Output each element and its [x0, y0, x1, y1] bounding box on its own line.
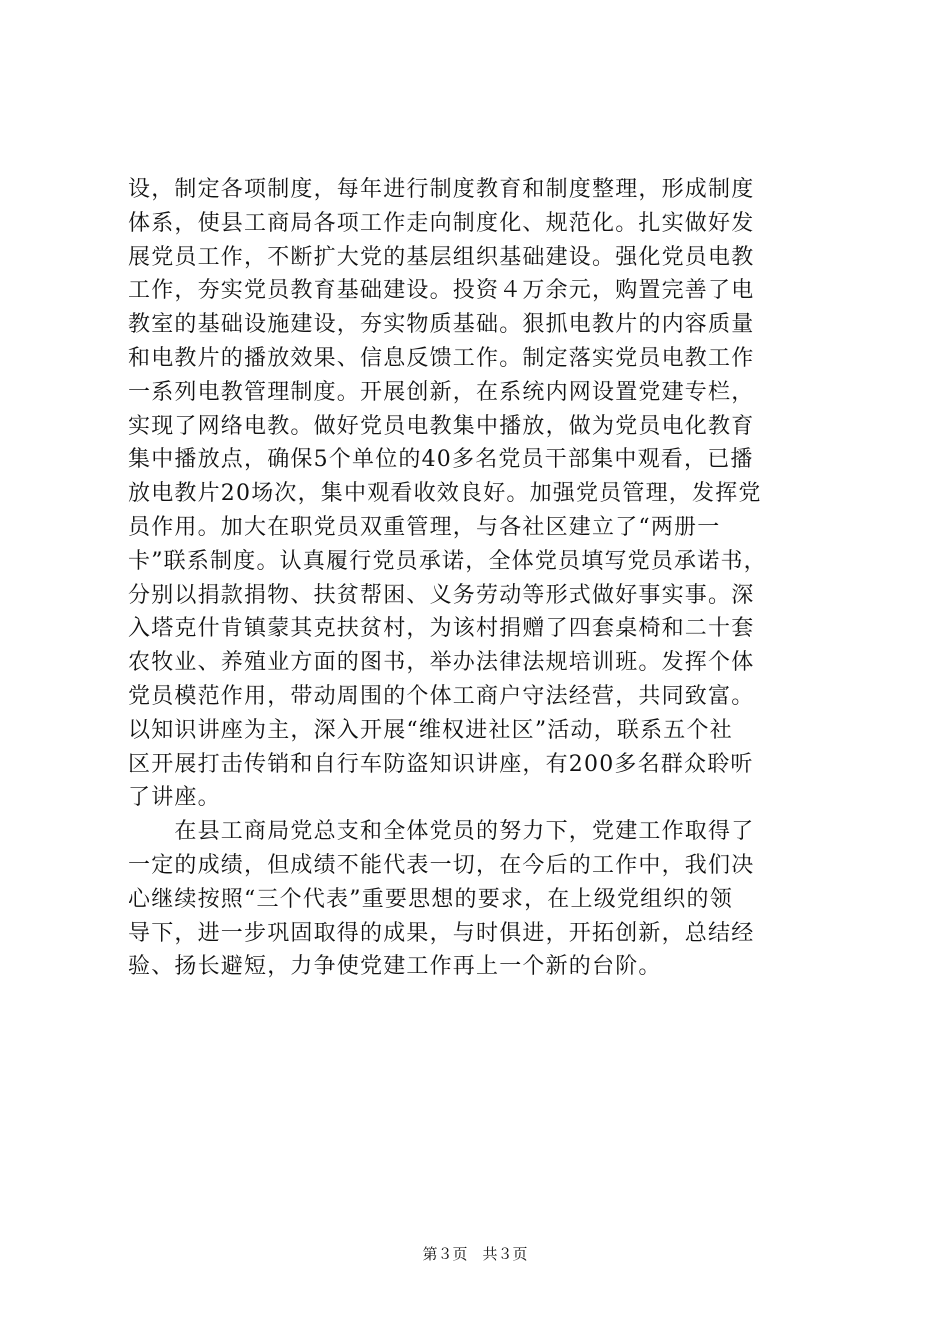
paragraph-2	[128, 815, 818, 984]
text-line: 农牧业、养殖业方面的图书，举办法律法规培训班。发挥个体	[128, 650, 755, 676]
document-body	[128, 173, 818, 984]
text-line: 了讲座。	[128, 785, 221, 811]
text-line: 区开展打击传销和自行车防盗知识讲座，有200多名群众聆听	[128, 751, 754, 777]
text-line: 教室的基础设施建设，夯实物质基础。狠抓电教片的内容质量	[128, 312, 755, 338]
text-line: 一系列电教管理制度。开展创新，在系统内网设置党建专栏，	[128, 379, 755, 405]
text-line: 心继续按照“三个代表”重要思想的要求，在上级党组织的领	[128, 886, 733, 912]
text-line: 导下，进一步巩固取得的成果，与时俱进，开拓创新，总结经	[128, 920, 755, 946]
text-line: 实现了网络电教。做好党员电教集中播放，做为党员电化教育	[128, 413, 755, 439]
text-line: 和电教片的播放效果、信息反馈工作。制定落实党员电教工作	[128, 345, 755, 371]
text-line: 体系，使县工商局各项工作走向制度化、规范化。扎实做好发	[128, 210, 755, 236]
text-line: 验、扬长避短，力争使党建工作再上一个新的台阶。	[128, 954, 662, 980]
text-line: 党员模范作用，带动周围的个体工商户守法经营，共同致富。	[128, 683, 755, 709]
text-line: 放电教片20场次，集中观看收效良好。加强党员管理，发挥党	[128, 481, 762, 507]
text-line: 设，制定各项制度，每年进行制度教育和制度整理，形成制度	[128, 177, 755, 202]
text-line: 以知识讲座为主，深入开展“维权进社区”活动，联系五个社	[128, 717, 733, 743]
paragraph-1	[128, 173, 818, 815]
text-line: 在县工商局党总支和全体党员的努力下，党建工作取得了	[128, 819, 755, 845]
text-line: 工作，夯实党员教育基础建设。投资４万余元，购置完善了电	[128, 278, 755, 304]
page-number: 第３页 共３页	[422, 1245, 528, 1263]
text-line: 分别以捐款捐物、扶贫帮困、义务劳动等形式做好事实事。深	[128, 582, 755, 608]
text-line: 卡”联系制度。认真履行党员承诺，全体党员填写党员承诺书，	[128, 548, 767, 574]
text-line: 集中播放点，确保5个单位的40多名党员干部集中观看，已播	[128, 447, 754, 473]
text-line: 展党员工作，不断扩大党的基层组织基础建设。强化党员电教	[128, 244, 755, 270]
text-line: 一定的成绩，但成绩不能代表一切，在今后的工作中，我们决	[128, 852, 755, 878]
text-line: 入塔克什肯镇蒙其克扶贫村，为该村捐赠了四套桌椅和二十套	[128, 616, 755, 642]
page-footer	[0, 1244, 950, 1264]
text-line: 员作用。加大在职党员双重管理，与各社区建立了“两册一	[128, 514, 721, 540]
